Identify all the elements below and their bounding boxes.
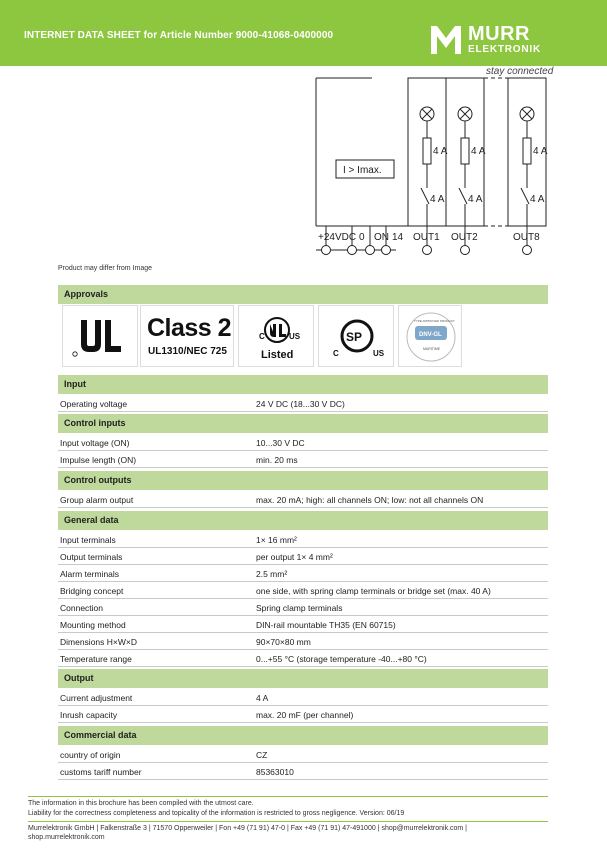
ul-recognized-logo (62, 305, 138, 367)
row-value: one side, with spring clamp terminals or bridge set (max. 40 A) (256, 586, 491, 596)
product-note: Product may differ from Image (58, 265, 153, 272)
fuse-label-8: 4 A (533, 146, 548, 157)
row-key: Alarm terminals (60, 569, 120, 579)
footer-disclaimer: The information in this brochure has been compiled with the utmost care. (28, 800, 254, 807)
row-value: CZ (256, 750, 268, 760)
section-commercial-data (58, 726, 548, 745)
class2-logo (140, 305, 234, 367)
table-row (58, 599, 548, 616)
current-limit-label: I > Imax. (343, 165, 382, 176)
row-key: Output terminals (60, 552, 123, 562)
row-value: 2.5 mm² (256, 569, 288, 579)
section-title: General data (64, 515, 119, 525)
row-value: 0...+55 °C (storage temperature -40...+80 °C) (256, 654, 427, 664)
section-title: Commercial data (64, 730, 137, 740)
row-key: Mounting method (60, 620, 126, 630)
class2-text: Class 2 (147, 314, 232, 342)
table-row (58, 548, 548, 565)
row-key: Input terminals (60, 535, 116, 545)
row-value: 85363010 (256, 767, 294, 777)
section-title: Control inputs (64, 418, 126, 428)
output-label-8: OUT8 (513, 232, 540, 243)
footer-address: Murrelektronik GmbH | Falkenstraße 3 | 71570 Oppenweiler | Fon +49 (71 91) 47-0 | Fax +49 (71 91) 47-491000 | shop@murrelektronik.com | (28, 825, 468, 832)
row-key: Input voltage (ON) (60, 438, 130, 448)
wiring-schematic (312, 76, 552, 261)
ul-c-mark: C (259, 332, 265, 341)
row-value: Spring clamp terminals (256, 603, 343, 613)
table-row (58, 531, 548, 548)
header-bar (0, 0, 607, 66)
table-row (58, 491, 548, 508)
row-key: Bridging concept (60, 586, 124, 596)
logo-text-murr: MURR (468, 23, 530, 45)
row-value: 24 V DC (18...30 V DC) (256, 399, 345, 409)
table-row (58, 451, 548, 468)
ul-listed-logo (238, 305, 314, 367)
terminal-label-14: 14 (392, 232, 404, 243)
row-key: Dimensions H×W×D (60, 637, 137, 647)
tagline: stay connected (486, 66, 554, 77)
terminal-label-on: ON (374, 232, 389, 243)
row-value: DIN-rail mountable TH35 (EN 60715) (256, 620, 396, 630)
csa-logo (318, 305, 394, 367)
dnv-maritime-text: MARITIME (423, 347, 441, 351)
approval-logos (58, 305, 478, 367)
fuse-label-1: 4 A (433, 146, 448, 157)
footer-divider (28, 796, 548, 797)
row-value: 10...30 V DC (256, 438, 305, 448)
row-value: min. 20 ms (256, 455, 298, 465)
table-row (58, 633, 548, 650)
row-key: Current adjustment (60, 693, 133, 703)
row-value: 1× 16 mm² (256, 535, 297, 545)
table-row (58, 689, 548, 706)
footer-shop-link[interactable]: shop.murrelektronik.com (28, 834, 105, 841)
row-key: country of origin (60, 750, 121, 760)
page-title: INTERNET DATA SHEET for Article Number 9000-41068-0400000 (24, 30, 334, 41)
ul-listed-icon (239, 306, 315, 368)
row-key: Group alarm output (60, 495, 134, 505)
row-value: max. 20 mA; high: all channels ON; low: not all channels ON (256, 495, 484, 505)
terminal-label-0: 0 (359, 232, 365, 243)
table-row (58, 746, 548, 763)
section-output (58, 669, 548, 688)
section-general-data (58, 511, 548, 530)
logo-text-elektronik: ELEKTRONIK (468, 44, 541, 55)
csa-us-mark: US (373, 349, 385, 358)
dnv-gl-text: DNV-GL (419, 332, 442, 338)
svg-text:SP: SP (346, 330, 363, 344)
murr-logo (428, 22, 548, 58)
row-key: Operating voltage (60, 399, 128, 409)
row-value: 4 A (256, 693, 269, 703)
table-row (58, 763, 548, 780)
contact-label-2: 4 A (468, 194, 483, 205)
terminal-label-24vdc: +24VDC (318, 232, 357, 243)
row-value: max. 20 mF (per channel) (256, 710, 354, 720)
table-row (58, 395, 548, 412)
row-key: Impulse length (ON) (60, 455, 137, 465)
table-row (58, 565, 548, 582)
section-title: Output (64, 673, 94, 683)
ul-recognized-icon (63, 306, 139, 368)
section-input (58, 375, 548, 394)
murr-logo-icon (431, 24, 461, 56)
output-label-2: OUT2 (451, 232, 478, 243)
csa-icon (319, 306, 395, 368)
row-value: per output 1× 4 mm² (256, 552, 333, 562)
fuse-label-2: 4 A (471, 146, 486, 157)
table-row (58, 434, 548, 451)
contact-label-1: 4 A (430, 194, 445, 205)
section-title: Input (64, 379, 86, 389)
ul-listed-text: Listed (261, 349, 294, 361)
row-key: Temperature range (60, 654, 132, 664)
footer-liability: Liability for the correctness completeness and topicality of the information is restricted to gross negligence. Version: 06/19 (28, 810, 405, 817)
class2-standard: UL1310/NEC 725 (148, 346, 227, 357)
section-title: Approvals (64, 289, 109, 299)
section-approvals (58, 285, 548, 304)
contact-label-8: 4 A (530, 194, 545, 205)
ul-us-mark: US (289, 332, 301, 341)
table-row (58, 706, 548, 723)
section-control-outputs (58, 471, 548, 490)
table-row (58, 650, 548, 667)
row-value: 90×70×80 mm (256, 637, 311, 647)
dnv-gl-icon (399, 306, 463, 368)
footer-divider (28, 821, 548, 822)
table-row (58, 582, 548, 599)
dnv-top-text: TYPE APPROVED PRODUCT (414, 319, 455, 323)
table-row (58, 616, 548, 633)
row-key: customs tariff number (60, 767, 142, 777)
csa-c-mark: C (333, 349, 339, 358)
section-control-inputs (58, 414, 548, 433)
section-title: Control outputs (64, 475, 132, 485)
row-key: Inrush capacity (60, 710, 118, 720)
row-key: Connection (60, 603, 104, 613)
output-label-1: OUT1 (413, 232, 440, 243)
dnv-gl-logo (398, 305, 462, 367)
